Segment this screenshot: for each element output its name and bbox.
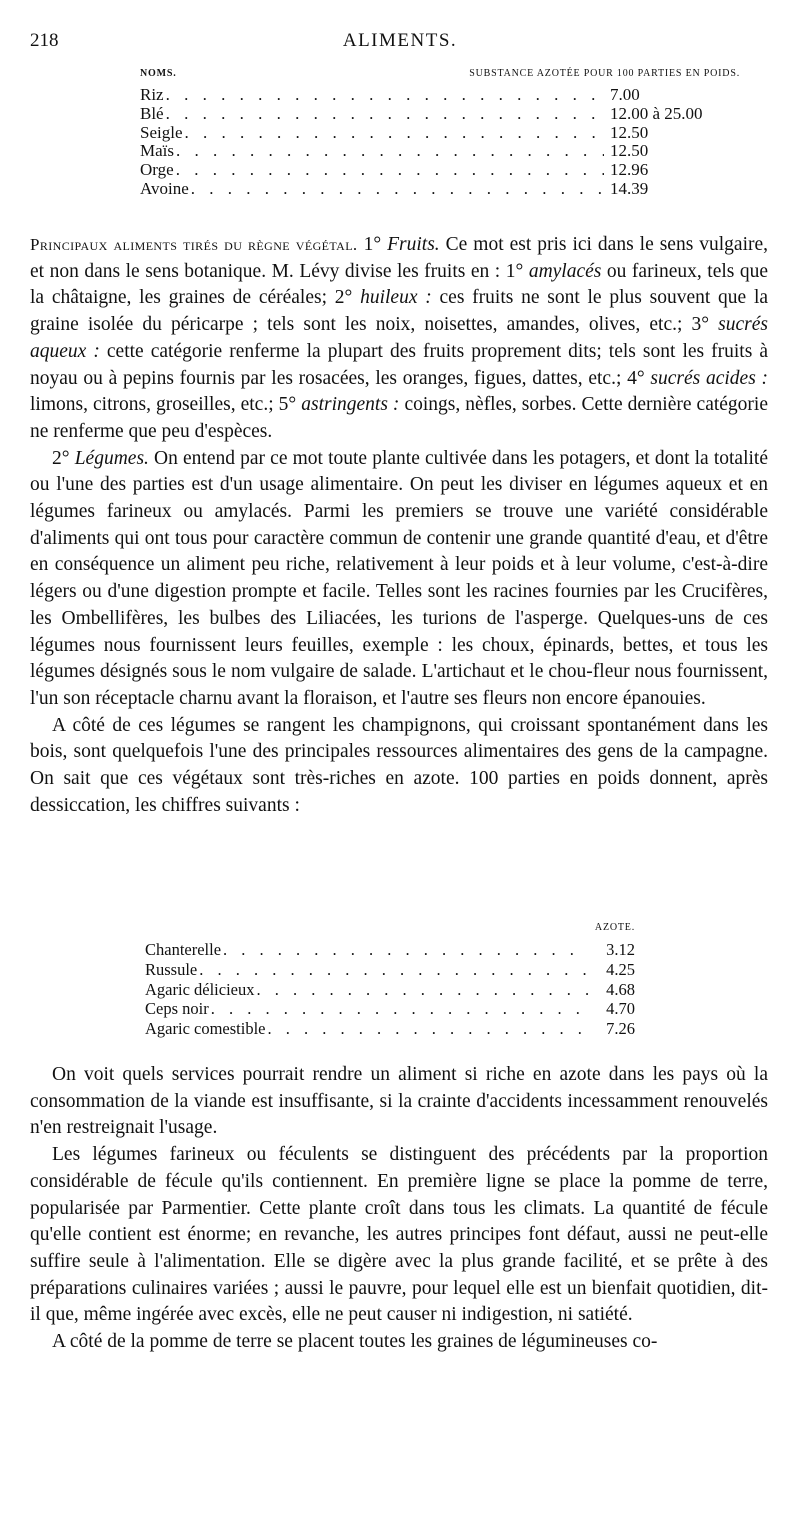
row-name: Maïs xyxy=(140,141,174,161)
term-fruits: Fruits. xyxy=(387,234,440,255)
paragraph-text: Ce mot est pris ici dans le sens vulgaire, et non dans le sens botanique. M. Lévy divise les fruits en : 1° xyxy=(30,234,769,282)
row-value: 7.00 xyxy=(610,85,640,104)
leader-dots xyxy=(211,999,589,1019)
table-row xyxy=(145,1019,635,1039)
paragraph-azote: On voit quels services pourrait rendre un aliment si riche en azote dans les pays où la consommation de la viande est insuffisante, si la crainte d'accidents incessamment renouvelés n'en restreignait l'usage. xyxy=(30,1064,768,1139)
leader-dots xyxy=(199,960,589,980)
term-huileux: huileux : xyxy=(360,287,432,309)
term-amylaces: amylacés xyxy=(528,260,602,282)
row-value: 4.68 xyxy=(606,979,635,999)
row-value: 4.70 xyxy=(606,999,635,1019)
row-value: 3.12 xyxy=(606,940,635,959)
leader-dots xyxy=(223,940,589,960)
row-name: Agaric comestible xyxy=(145,1019,266,1039)
table-row xyxy=(140,86,740,105)
mushroom-nitrogen-table xyxy=(145,922,635,1039)
row-name: Chanterelle xyxy=(145,940,222,959)
table-row xyxy=(140,124,740,143)
paragraph-text: limons, citrons, groseilles, etc.; 5° xyxy=(30,394,297,416)
column-header-nitrogen: SUBSTANCE AZOTÉE POUR 100 PARTIES EN POIDS. xyxy=(469,68,740,79)
leader-dots xyxy=(176,142,604,161)
table-row xyxy=(145,980,635,1000)
row-name: Ceps noir xyxy=(145,999,209,1019)
leader-dots xyxy=(257,980,590,1000)
leader-dots xyxy=(268,1019,590,1039)
paragraph-text: cette catégorie renferme la plupart des fruits proprement dits; tels sont les fruits à noyau ou à pepins fournis par les rosacées, les oranges, figues, dattes, etc.; 4° xyxy=(30,340,768,389)
row-name: Russule xyxy=(145,959,198,979)
row-name: Seigle xyxy=(140,122,183,142)
leader-dots xyxy=(166,86,604,105)
row-name: Riz xyxy=(140,85,164,104)
row-value: 12.96 xyxy=(610,160,649,180)
section-lead: Principaux aliments tirés du règne végétal. xyxy=(30,235,358,254)
body-text-upper xyxy=(30,232,768,819)
paragraph-text: ces fruits ne sont le plus souvent que la graine isolée du péricarpe ; tels sont les noix, noisettes, amandes, olives, etc.; 3° xyxy=(30,287,769,336)
column-header-names: NOMS. xyxy=(140,68,177,79)
page-header xyxy=(0,30,800,60)
leader-dots xyxy=(166,105,604,124)
column-header-nitrogen: AZOTE. xyxy=(594,922,635,933)
table-row xyxy=(140,142,740,161)
cereal-nitrogen-table xyxy=(140,68,740,199)
row-value: 12.00 à 25.00 xyxy=(610,103,703,123)
table-row xyxy=(145,999,635,1019)
page-number: 218 xyxy=(30,30,59,51)
row-value: 14.39 xyxy=(610,178,649,198)
paragraph-legumes xyxy=(30,446,768,713)
row-value: 4.25 xyxy=(606,959,635,979)
item-number: 2° xyxy=(52,447,70,469)
table-row xyxy=(140,105,740,124)
leader-dots xyxy=(191,180,604,199)
paragraph-feculents: Les légumes farineux ou féculents se distinguent des précédents par la proportion considérable de fécule qu'ils contiennent. En première ligne se place la pomme de terre, popularisée par Parmentier. Cette plante croît dans tous les climats. La quantité de fécule qu'elle contient est énorme; en revanche, les autres principes font défaut, aussi ne peut-elle suffire seule à l'alimentation. Elle se digère avec la plus grande facilité, et se prête à des préparations culinaires variées ; aussi le pauvre, pour lequel elle est un bienfait quotidien, dit-il que, même ingérée avec excès, elle ne peut causer ni indigestion, ni satiété. xyxy=(30,1144,768,1326)
paragraph-text: ou farineux, tels que la châtaigne, les graines de céréales; 2° xyxy=(30,260,769,309)
paragraph-champignons: A côté de ces légumes se rangent les champignons, qui croissant spontanément dans les bois, sont quelquefois l'une des principales ressources alimentaires des gens de la campagne. On sait que ces végétaux sont très-riches en azote. 100 parties en poids donnent, après dessiccation, les chiffres suivants : xyxy=(30,714,768,816)
running-title: ALIMENTS. xyxy=(342,30,458,51)
paragraph-legumineuses: A côté de la pomme de terre se placent toutes les graines de légumineuses co- xyxy=(52,1331,658,1353)
table-row xyxy=(140,180,740,199)
table-header xyxy=(140,68,740,86)
row-value: 12.50 xyxy=(610,122,649,142)
table-row xyxy=(145,940,635,960)
row-value: 7.26 xyxy=(606,1019,635,1039)
item-number: 1° xyxy=(363,234,382,255)
row-name: Orge xyxy=(140,160,174,180)
term-legumes: Légumes. xyxy=(74,447,149,469)
term-sucres-acides: sucrés acides : xyxy=(650,367,769,389)
term-astringents: astringents : xyxy=(301,394,400,416)
leader-dots xyxy=(185,124,605,143)
paragraph-text: coings, nèfles, sorbes. Cette dernière catégorie ne renferme que peu d'espèces. xyxy=(30,394,768,442)
leader-dots xyxy=(176,161,604,180)
term-sucres-aqueux: sucrés aqueux : xyxy=(30,314,768,362)
table-row xyxy=(140,161,740,180)
body-text-lower xyxy=(30,1062,768,1356)
row-name: Blé xyxy=(140,103,164,123)
row-name: Avoine xyxy=(140,178,189,198)
table-row xyxy=(145,960,635,980)
paragraph-text: On entend par ce mot toute plante cultivée dans les potagers, et dont la totalité ou l'une des parties est d'un usage alimentaire. On peut les diviser en légumes aqueux et en légumes farineux ou amylacés. Parmi les premiers se trouve une variété considérable d'aliments qui ont tous pour caractère commun de contenir une grande quantité d'eau, et d'être en conséquence un aliment peu riche, relativement à leur poids et à leur volume, c'est-à-dire légers ou d'une digestion prompte et facile. Telles sont les racines fournies par les Crucifères, les Ombellifères, les bulbes des Liliacées, les turions de l'asperge. Quelques-uns de ces légumes nous fournissent leurs feuilles, exemple : les choux, épinards, bettes, et tous les légumes désignés sous le nom vulgaire de salade. L'artichaut et le chou-fleur nous fournissent, l'un son réceptacle charnu avant la floraison, et l'autre ses fleurs non encore épanouies. xyxy=(30,447,768,709)
row-name: Agaric délicieux xyxy=(145,979,255,999)
paragraph-fruits xyxy=(30,232,768,446)
row-value: 12.50 xyxy=(610,141,649,161)
